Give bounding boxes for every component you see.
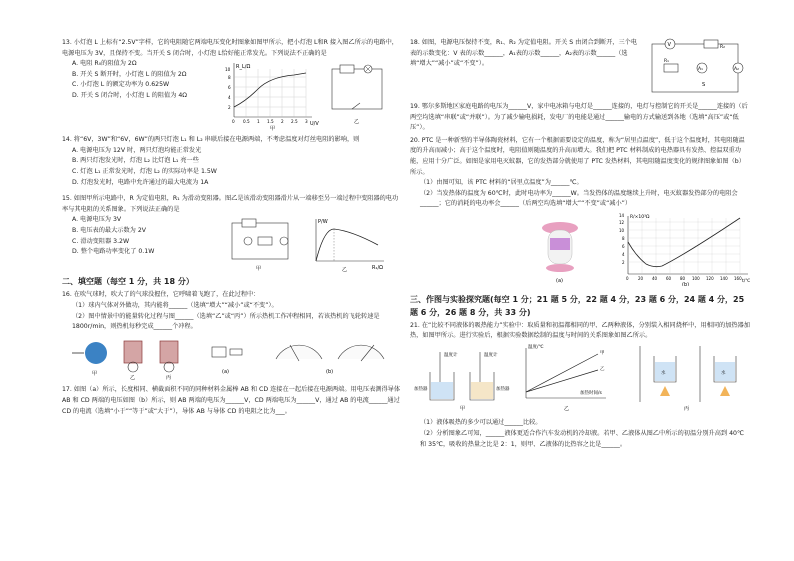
q16-figure bbox=[62, 333, 402, 381]
q20-xtick: 80 bbox=[680, 275, 686, 281]
q13-figure bbox=[212, 59, 392, 131]
q21-sub1: （1）液体吸热的多少可以通过______比较。 bbox=[420, 419, 542, 427]
q20-ytick: 10 bbox=[619, 227, 625, 233]
q21-line-yi-label: 乙 bbox=[600, 366, 605, 372]
q20-fig-label-a: (a) bbox=[556, 277, 563, 284]
q20-figure bbox=[410, 210, 750, 286]
q15-graph-xlabel: R₁/Ω bbox=[372, 265, 383, 272]
q13-option-b: B. 开关 S 断开时，小灯泡 L 的阻值为 2Ω bbox=[72, 70, 187, 78]
q21-water-label: 水 bbox=[721, 370, 726, 376]
q15-fig-label-jia: 甲 bbox=[256, 266, 262, 273]
right-column bbox=[410, 38, 750, 450]
q20-ytick: 14 bbox=[619, 212, 625, 218]
q20-sub2: （2）当发热体的温度为 60℃时，此时电功率为______W。当发热体的温度继续上升时，电灭蚊器发热部分的电阻会______；它的消耗的电功率会______（后两空均选填“增大”“不变”或“减小”） bbox=[420, 189, 738, 208]
left-column bbox=[62, 38, 402, 417]
q21-thermometer-label: 温度计 bbox=[444, 352, 458, 358]
q16-fig-label-yi: 乙 bbox=[130, 374, 136, 381]
q16-fig-label-bing: 丙 bbox=[166, 374, 172, 381]
q16-sub1: （1）球内气体对外做功，其内能将______（选填“增大”“减小”或“不变”）。 bbox=[72, 301, 278, 309]
section-3-title: 三、作图与实验探究题(每空 1 分；21 题 5 分，22 题 4 分，23 题 6 分，24 题 4 分，25 题 6 分，26 题 8 分，共 33 分) bbox=[410, 294, 745, 317]
q21-figure bbox=[410, 342, 750, 414]
q21-heater-label: 加热器 bbox=[496, 386, 510, 392]
q13-xtick: 3 bbox=[305, 119, 308, 125]
q17-fig-label-b: (b) bbox=[326, 368, 334, 375]
q18-a1-label: A₁ bbox=[698, 67, 703, 72]
q15-stem: 15. 如图甲所示电路中，R 为定值电阻，R₁ 为滑动变阻器。图乙是该滑动变阻器滑片从一端移至另一端过程中变阻器的电功率与其电阻的关系图象。下列说法正确的是 bbox=[62, 195, 399, 213]
q13-ytick: 8 bbox=[228, 75, 231, 81]
q20-xtick: 100 bbox=[692, 275, 700, 281]
q13-xtick: 1 bbox=[257, 119, 260, 125]
q18-stem: 18. 如图，电源电压保持不变，R₁、R₂ 为定值电阻。开关 S 由闭合到断开，三个电表的示数变化：V 表的示数______，A₁表的示数______，A₂表的示数______（选填“增大”“减小”或“不变”）。 bbox=[410, 39, 638, 68]
q13-xtick: 0 bbox=[232, 119, 235, 125]
q21-fig-label-jia: 甲 bbox=[460, 405, 466, 412]
q17-stem: 17. 如图（a）所示，长度相同、横截面积不同的同种材料金属棒 AB 和 CD 连接在一起后接在电源两端。用电压表测得导体 AB 和 CD 两端的电压如图（b）所示，则 AB 两端的电压为______V，CD 两端电压为______V，通过 AB 的电流______通过 CD 的电流（选填“小于”“等于”或“大于”），导体 AB 与导体 CD 的电阻之比为___。 bbox=[62, 386, 401, 415]
q21-thermometer-label: 温度计 bbox=[484, 352, 498, 358]
q20-xtick: 40 bbox=[652, 275, 658, 281]
q13-xtick: 0.5 bbox=[243, 119, 250, 125]
q16-stem: 16. 在吹气球时，吹大了的气球没握住，它呼啸着飞跑了，在此过程中： bbox=[62, 291, 260, 299]
q18-r1-label: R₁ bbox=[664, 59, 669, 64]
q21-heater-label: 加热器 bbox=[414, 386, 428, 392]
q21-line-jia-label: 甲 bbox=[600, 350, 605, 356]
q16-sub2: （2）图中情景中的能量转化过程与图______（选填“乙”或“丙”）所示热机工作冲程相同，若该热机的飞轮转速是 1800r/min，则热机每秒完成______个冲程。 bbox=[72, 312, 380, 331]
q17-fig-label-a: (a) bbox=[222, 368, 229, 375]
q13-option-a: A. 电阻 R₀的阻值为 2Ω bbox=[72, 60, 137, 68]
q20-ytick: 12 bbox=[619, 219, 625, 225]
q15-option-b: B. 电压表的最大示数为 2V bbox=[72, 226, 147, 234]
q20-xtick: 20 bbox=[638, 275, 644, 281]
q14-option-d: D. 灯泡发光时，电路中允许通过的最大电流为 1A bbox=[72, 178, 209, 186]
q20-xtick: 0 bbox=[626, 275, 629, 281]
q15-option-a: A. 电源电压为 3V bbox=[72, 216, 122, 224]
q16-fig-label-jia: 甲 bbox=[92, 370, 98, 377]
q13-ytick: 6 bbox=[228, 85, 231, 91]
q21-fig-label-bing: 丙 bbox=[684, 405, 690, 412]
q15-option-d: D. 整个电路功率变化了 0.1W bbox=[72, 248, 155, 256]
q18-a2-label: A₂ bbox=[734, 67, 739, 72]
q20-ytick: 4 bbox=[622, 251, 625, 257]
q21-water-label: 水 bbox=[661, 370, 666, 376]
q20-xtick: 160 bbox=[734, 275, 742, 281]
q20-ytick: 8 bbox=[622, 235, 625, 241]
section-2-title: 二、填空题（每空 1 分，共 18 分） bbox=[62, 277, 194, 287]
q13-ytick: 4 bbox=[228, 95, 231, 101]
q13-option-c: C. 小灯泡 L 的额定功率为 0.625W bbox=[72, 81, 170, 89]
q20-graph-ylabel: R/×10³Ω bbox=[630, 214, 650, 220]
q15-graph-ylabel: P/W bbox=[318, 219, 328, 226]
q13-fig-label-yi: 乙 bbox=[354, 119, 360, 126]
q20-sub1: （1）由图可知，该 PTC 材料的“居里点温度”为______℃。 bbox=[420, 179, 583, 187]
q18-voltmeter-label: V bbox=[667, 42, 671, 48]
q20-graph-xlabel: t/℃ bbox=[742, 278, 750, 284]
q13-xtick: 1.5 bbox=[267, 119, 274, 125]
q21-stem: 21. 在“比较不同液体的吸热能力”实验中：取质量和初温都相同的甲、乙两种液体，分别装入相同烧杯中，用相同的加热器加热，如图甲所示。进行实验后，根据实验数据绘制的温度与时间的关系图象如图乙所示。 bbox=[410, 321, 750, 340]
q13-graph-xlabel: U/V bbox=[310, 121, 319, 128]
q15-figure bbox=[212, 215, 392, 273]
q20-ytick: 6 bbox=[622, 243, 625, 249]
q15-option-c: C. 滑动变阻器 3.2W bbox=[72, 237, 130, 245]
q20-xtick: 60 bbox=[666, 275, 672, 281]
q13-graph-ylabel: R_L/Ω bbox=[236, 64, 251, 71]
q21-graph-xlabel: 加热时间/s bbox=[580, 390, 602, 396]
q14-option-a: A. 电源电压为 12V 时，两只灯泡均能正常发光 bbox=[72, 146, 202, 154]
q13-ytick: 10 bbox=[225, 67, 231, 73]
q20-xtick: 120 bbox=[706, 275, 714, 281]
q13-ytick: 2 bbox=[228, 105, 231, 111]
q13-stem: 13. 小灯泡 L 上标有“2.5V”字样，它的电阻随它两端电压变化时图象如图甲所示，把小灯泡 L和R 接入图乙所示的电路中，电源电压为 3V，且保持不变。当开关 S 闭合时，小灯泡 L恰好能正常发光。下列说法不正确的是 bbox=[62, 39, 398, 57]
q21-sub2: （2）分析图象乙可知，______液体更适合作汽车发动机的冷却液。若甲、乙液体从图乙中所示的初温分别升高到 40℃和 35℃，吸收的热量之比是 2：1，则甲、乙液体的比热容之比是______。 bbox=[420, 429, 744, 448]
q21-fig-label-yi: 乙 bbox=[564, 405, 570, 412]
q15-fig-label-yi: 乙 bbox=[342, 267, 348, 274]
q21-graph-ylabel: 温度/℃ bbox=[528, 344, 544, 350]
q13-fig-label-jia: 甲 bbox=[270, 126, 276, 132]
q18-r2-label: R₂ bbox=[720, 45, 725, 50]
q20-ytick: 2 bbox=[622, 259, 625, 265]
q14-option-c: C. 灯泡 L₁ 正常发光时，灯泡 L₂ 的实际功率是 1.5W bbox=[72, 167, 217, 175]
q19-stem: 19. 鄂尔多斯地区家庭电路的电压为______V，家中电冰箱与电灯是______连接的，电灯与控制它的开关是______连接的（后两空均选填“串联”或“并联”）。为了减少输电损耗，发电厂的电能是通过______输电的方式输送到各地（选填“高压”或“低压”）。 bbox=[410, 103, 748, 132]
q18-figure bbox=[640, 38, 748, 98]
q14-option-b: B. 两只灯泡发光时，灯泡 L₂ 比灯泡 L₁ 亮一些 bbox=[72, 157, 199, 165]
q13-xtick: 2.5 bbox=[291, 119, 298, 125]
q13-xtick: 2 bbox=[281, 119, 284, 125]
q13-option-d: D. 开关 S 闭合时，小灯泡 L 的阻值为 4Ω bbox=[72, 91, 188, 99]
q20-fig-label-b: (b) bbox=[682, 281, 690, 286]
q18-switch-label: S bbox=[702, 82, 706, 88]
q14-stem: 14. 将“6V，3W”和“6V，6W”的两只灯泡 L₁ 和 L₂ 串联后接在电源两端，不考虑温度对灯丝电阻的影响，则 bbox=[62, 136, 360, 144]
q20-xtick: 140 bbox=[720, 275, 728, 281]
q20-stem: 20. PTC 是一种新型的半导体陶瓷材料，它有一个根据需要设定的温度，称为“居里点温度”，低于这个温度时，其电阻随温度的升高而减小；高于这个温度时，电阻值则随温度的升高而增大。我们把 PTC 材料制成的电热器具有发热、控温双重功能，应用十分广泛。如图是家用电灭蚊器，它的发热部分就使用了 PTC 发热材料，其电阻随温度变化的规律图象如图（b）所示。 bbox=[410, 136, 745, 176]
